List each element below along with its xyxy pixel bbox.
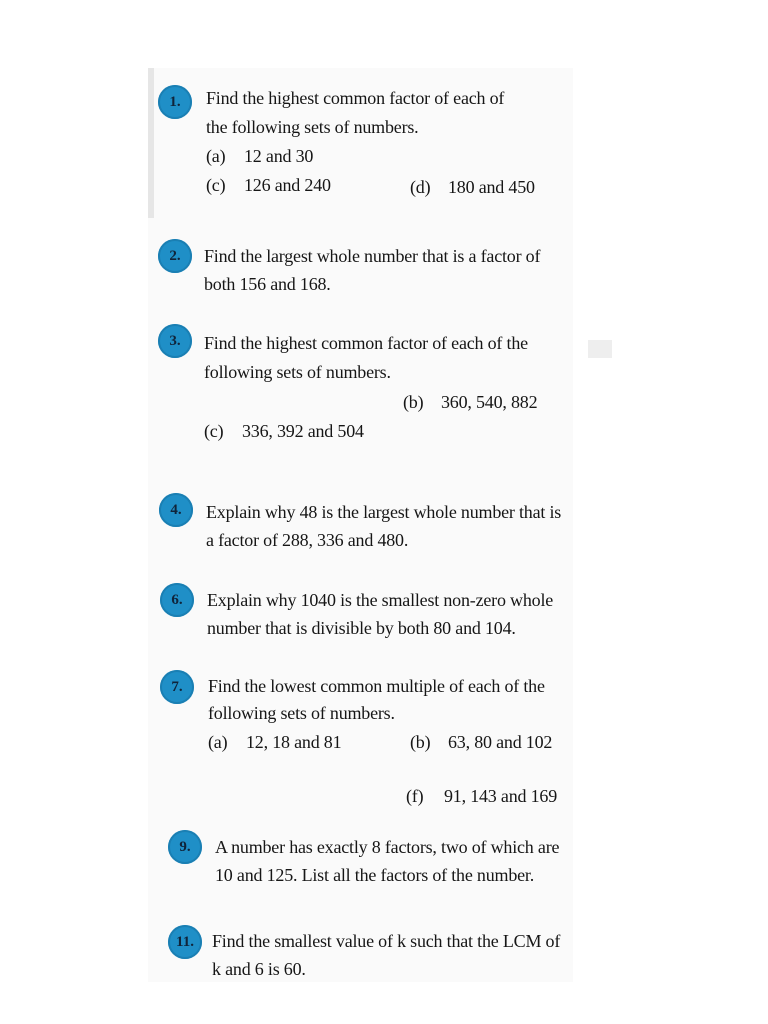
page-edge-shadow	[148, 68, 154, 218]
part-text: 12, 18 and 81	[246, 732, 342, 752]
question-number-badge: 1.	[158, 85, 192, 119]
part-c	[206, 175, 331, 196]
part-text: 63, 80 and 102	[448, 732, 553, 752]
part-a	[208, 732, 341, 753]
part-text: 126 and 240	[244, 175, 331, 195]
question-text-line: 10 and 125. List all the factors of the number.	[215, 865, 535, 885]
part-label: (d)	[410, 177, 431, 197]
question-text-line: following sets of numbers.	[204, 362, 391, 382]
part-label: (c)	[206, 175, 226, 195]
question-text-line: both 156 and 168.	[204, 274, 331, 294]
part-a	[206, 146, 313, 167]
scan-smudge	[588, 340, 612, 358]
part-label: (a)	[206, 146, 226, 166]
question-number-badge: 3.	[158, 324, 192, 358]
question-text-line: the following sets of numbers.	[206, 117, 419, 137]
part-label: (f)	[406, 786, 424, 806]
question-number-badge: 4.	[159, 493, 193, 527]
question-text-line: Find the lowest common multiple of each of the	[208, 676, 545, 696]
part-d	[410, 177, 535, 198]
question-text-line: Find the highest common factor of each of	[206, 88, 505, 108]
part-label: (c)	[204, 421, 224, 441]
question-number-badge: 9.	[168, 830, 202, 864]
part-text: 12 and 30	[244, 146, 314, 166]
part-label: (a)	[208, 732, 228, 752]
part-label: (b)	[410, 732, 431, 752]
part-b	[403, 392, 537, 413]
question-number-badge: 11.	[168, 925, 202, 959]
part-f	[406, 786, 557, 807]
question-number-badge: 7.	[160, 670, 194, 704]
question-text-line: Find the largest whole number that is a factor of	[204, 246, 541, 266]
question-text-line: k and 6 is 60.	[212, 959, 306, 979]
part-b	[410, 732, 552, 753]
question-text-line: Find the smallest value of k such that the LCM of	[212, 931, 561, 951]
question-text-line: following sets of numbers.	[208, 703, 395, 723]
question-text-line: number that is divisible by both 80 and 104.	[207, 618, 516, 638]
part-text: 336, 392 and 504	[242, 421, 364, 441]
question-number-badge: 6.	[160, 583, 194, 617]
question-text-line: Explain why 48 is the largest whole number that is	[206, 502, 562, 522]
question-text-line: a factor of 288, 336 and 480.	[206, 530, 409, 550]
question-text-line: A number has exactly 8 factors, two of which are	[215, 837, 560, 857]
question-number-badge: 2.	[158, 239, 192, 273]
question-text-line: Explain why 1040 is the smallest non-zero whole	[207, 590, 554, 610]
part-c	[204, 421, 364, 442]
part-label: (b)	[403, 392, 424, 412]
part-text: 360, 540, 882	[441, 392, 538, 412]
part-text: 180 and 450	[448, 177, 535, 197]
question-text-line: Find the highest common factor of each of the	[204, 333, 528, 353]
part-text: 91, 143 and 169	[444, 786, 557, 806]
